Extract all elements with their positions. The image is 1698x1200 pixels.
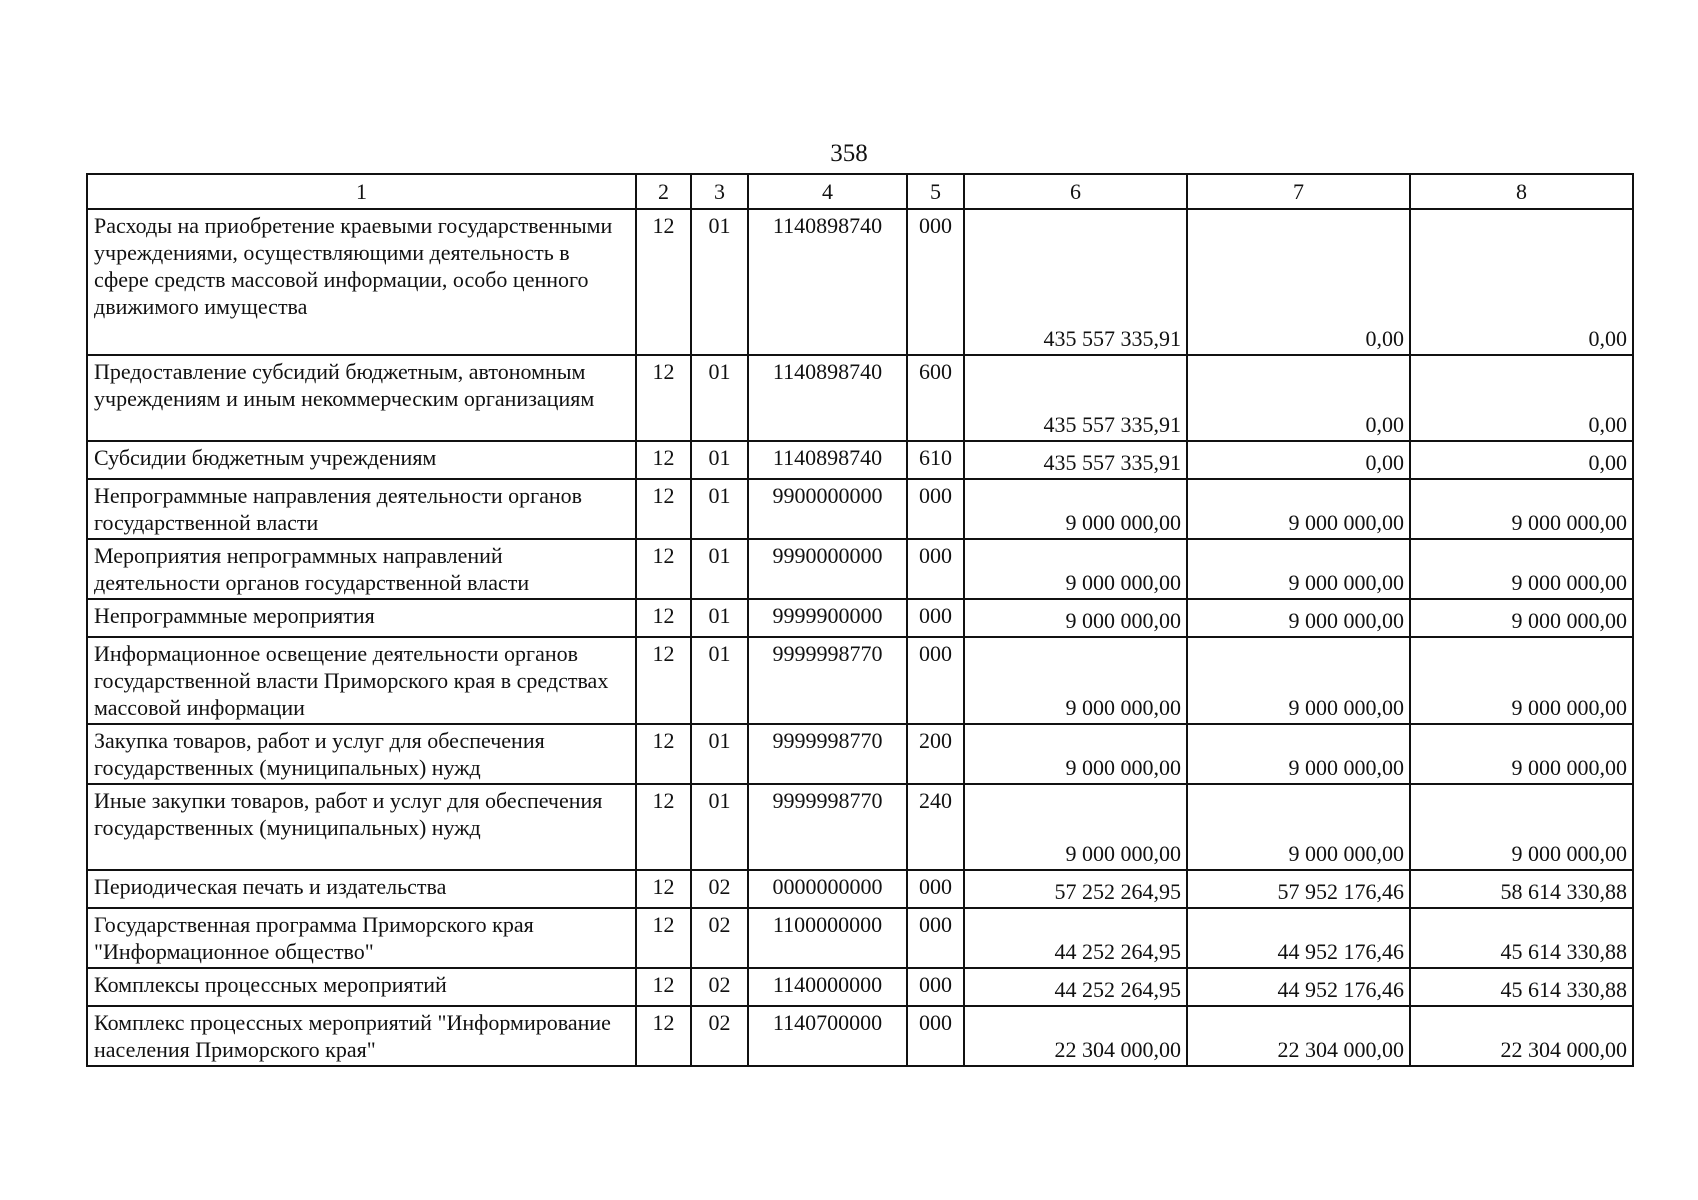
budget-table — [86, 173, 1634, 1067]
section-code: 12 — [636, 209, 691, 355]
table-row — [87, 908, 1633, 968]
target-article-code: 1100000000 — [748, 908, 907, 968]
page-number: 358 — [830, 140, 868, 167]
section-code: 12 — [636, 870, 691, 908]
target-article-code: 1140898740 — [748, 209, 907, 355]
amount-col8: 22 304 000,00 — [1410, 1006, 1633, 1066]
row-name: Информационное освещение деятельности органов государственной власти Приморского края в средствах массовой информации — [87, 637, 636, 724]
row-name: Иные закупки товаров, работ и услуг для обеспечения государственных (муниципальных) нужд — [87, 784, 636, 870]
section-code: 12 — [636, 599, 691, 637]
table-row — [87, 637, 1633, 724]
amount-col6: 9 000 000,00 — [964, 724, 1187, 784]
column-header: 6 — [964, 174, 1187, 209]
table-row — [87, 870, 1633, 908]
table-row — [87, 599, 1633, 637]
amount-col8: 9 000 000,00 — [1410, 539, 1633, 599]
amount-col8: 0,00 — [1410, 209, 1633, 355]
subsection-code: 01 — [691, 539, 748, 599]
subsection-code: 01 — [691, 479, 748, 539]
section-code: 12 — [636, 968, 691, 1006]
amount-col6: 9 000 000,00 — [964, 539, 1187, 599]
target-article-code: 1140898740 — [748, 441, 907, 479]
column-header: 1 — [87, 174, 636, 209]
target-article-code: 1140700000 — [748, 1006, 907, 1066]
amount-col8: 45 614 330,88 — [1410, 968, 1633, 1006]
amount-col7: 9 000 000,00 — [1187, 599, 1410, 637]
table-row — [87, 968, 1633, 1006]
table-row — [87, 209, 1633, 355]
row-name: Предоставление субсидий бюджетным, автономным учреждениям и иным некоммерческим организациям — [87, 355, 636, 441]
table-row — [87, 479, 1633, 539]
subsection-code: 01 — [691, 724, 748, 784]
expense-type-code: 000 — [907, 1006, 964, 1066]
amount-col8: 0,00 — [1410, 355, 1633, 441]
row-name: Расходы на приобретение краевыми государственными учреждениями, осуществляющими деятельность в сфере средств массовой информации, особо ценного движимого имущества — [87, 209, 636, 355]
target-article-code: 9999998770 — [748, 784, 907, 870]
amount-col6: 44 252 264,95 — [964, 908, 1187, 968]
target-article-code: 9990000000 — [748, 539, 907, 599]
amount-col6: 435 557 335,91 — [964, 441, 1187, 479]
amount-col8: 58 614 330,88 — [1410, 870, 1633, 908]
subsection-code: 02 — [691, 870, 748, 908]
amount-col8: 9 000 000,00 — [1410, 784, 1633, 870]
amount-col6: 9 000 000,00 — [964, 637, 1187, 724]
row-name: Закупка товаров, работ и услуг для обеспечения государственных (муниципальных) нужд — [87, 724, 636, 784]
amount-col8: 0,00 — [1410, 441, 1633, 479]
amount-col7: 9 000 000,00 — [1187, 637, 1410, 724]
section-code: 12 — [636, 1006, 691, 1066]
amount-col7: 9 000 000,00 — [1187, 784, 1410, 870]
subsection-code: 02 — [691, 968, 748, 1006]
subsection-code: 01 — [691, 599, 748, 637]
subsection-code: 01 — [691, 784, 748, 870]
subsection-code: 01 — [691, 637, 748, 724]
target-article-code: 9999900000 — [748, 599, 907, 637]
amount-col7: 44 952 176,46 — [1187, 968, 1410, 1006]
row-name: Непрограммные мероприятия — [87, 599, 636, 637]
expense-type-code: 200 — [907, 724, 964, 784]
subsection-code: 01 — [691, 355, 748, 441]
amount-col6: 9 000 000,00 — [964, 784, 1187, 870]
table-row — [87, 1006, 1633, 1066]
expense-type-code: 000 — [907, 599, 964, 637]
expense-type-code: 240 — [907, 784, 964, 870]
header-row — [87, 174, 1633, 209]
amount-col7: 9 000 000,00 — [1187, 479, 1410, 539]
amount-col8: 9 000 000,00 — [1410, 479, 1633, 539]
row-name: Периодическая печать и издательства — [87, 870, 636, 908]
expense-type-code: 000 — [907, 968, 964, 1006]
table-row — [87, 539, 1633, 599]
target-article-code: 9999998770 — [748, 724, 907, 784]
section-code: 12 — [636, 908, 691, 968]
target-article-code: 9900000000 — [748, 479, 907, 539]
amount-col6: 57 252 264,95 — [964, 870, 1187, 908]
column-header: 7 — [1187, 174, 1410, 209]
amount-col6: 22 304 000,00 — [964, 1006, 1187, 1066]
target-article-code: 1140898740 — [748, 355, 907, 441]
amount-col7: 44 952 176,46 — [1187, 908, 1410, 968]
subsection-code: 01 — [691, 441, 748, 479]
table-row — [87, 784, 1633, 870]
table-row — [87, 355, 1633, 441]
expense-type-code: 600 — [907, 355, 964, 441]
column-header: 4 — [748, 174, 907, 209]
row-name: Субсидии бюджетным учреждениям — [87, 441, 636, 479]
subsection-code: 01 — [691, 209, 748, 355]
expense-type-code: 000 — [907, 637, 964, 724]
subsection-code: 02 — [691, 908, 748, 968]
section-code: 12 — [636, 539, 691, 599]
row-name: Государственная программа Приморского края "Информационное общество" — [87, 908, 636, 968]
row-name: Непрограммные направления деятельности органов государственной власти — [87, 479, 636, 539]
amount-col7: 0,00 — [1187, 441, 1410, 479]
section-code: 12 — [636, 355, 691, 441]
column-header: 3 — [691, 174, 748, 209]
section-code: 12 — [636, 637, 691, 724]
amount-col8: 9 000 000,00 — [1410, 637, 1633, 724]
target-article-code: 1140000000 — [748, 968, 907, 1006]
amount-col7: 9 000 000,00 — [1187, 724, 1410, 784]
table-row — [87, 724, 1633, 784]
amount-col8: 9 000 000,00 — [1410, 599, 1633, 637]
amount-col7: 22 304 000,00 — [1187, 1006, 1410, 1066]
amount-col7: 0,00 — [1187, 209, 1410, 355]
section-code: 12 — [636, 479, 691, 539]
expense-type-code: 000 — [907, 209, 964, 355]
amount-col7: 0,00 — [1187, 355, 1410, 441]
expense-type-code: 000 — [907, 870, 964, 908]
amount-col6: 9 000 000,00 — [964, 599, 1187, 637]
expense-type-code: 610 — [907, 441, 964, 479]
amount-col7: 57 952 176,46 — [1187, 870, 1410, 908]
section-code: 12 — [636, 724, 691, 784]
column-header: 5 — [907, 174, 964, 209]
section-code: 12 — [636, 441, 691, 479]
amount-col6: 9 000 000,00 — [964, 479, 1187, 539]
amount-col6: 44 252 264,95 — [964, 968, 1187, 1006]
column-header: 8 — [1410, 174, 1633, 209]
row-name: Мероприятия непрограммных направлений деятельности органов государственной власти — [87, 539, 636, 599]
amount-col6: 435 557 335,91 — [964, 209, 1187, 355]
subsection-code: 02 — [691, 1006, 748, 1066]
column-header: 2 — [636, 174, 691, 209]
expense-type-code: 000 — [907, 908, 964, 968]
row-name: Комплекс процессных мероприятий "Информирование населения Приморского края" — [87, 1006, 636, 1066]
row-name: Комплексы процессных мероприятий — [87, 968, 636, 1006]
amount-col7: 9 000 000,00 — [1187, 539, 1410, 599]
amount-col6: 435 557 335,91 — [964, 355, 1187, 441]
expense-type-code: 000 — [907, 479, 964, 539]
amount-col8: 9 000 000,00 — [1410, 724, 1633, 784]
target-article-code: 0000000000 — [748, 870, 907, 908]
amount-col8: 45 614 330,88 — [1410, 908, 1633, 968]
target-article-code: 9999998770 — [748, 637, 907, 724]
expense-type-code: 000 — [907, 539, 964, 599]
section-code: 12 — [636, 784, 691, 870]
table-row — [87, 441, 1633, 479]
